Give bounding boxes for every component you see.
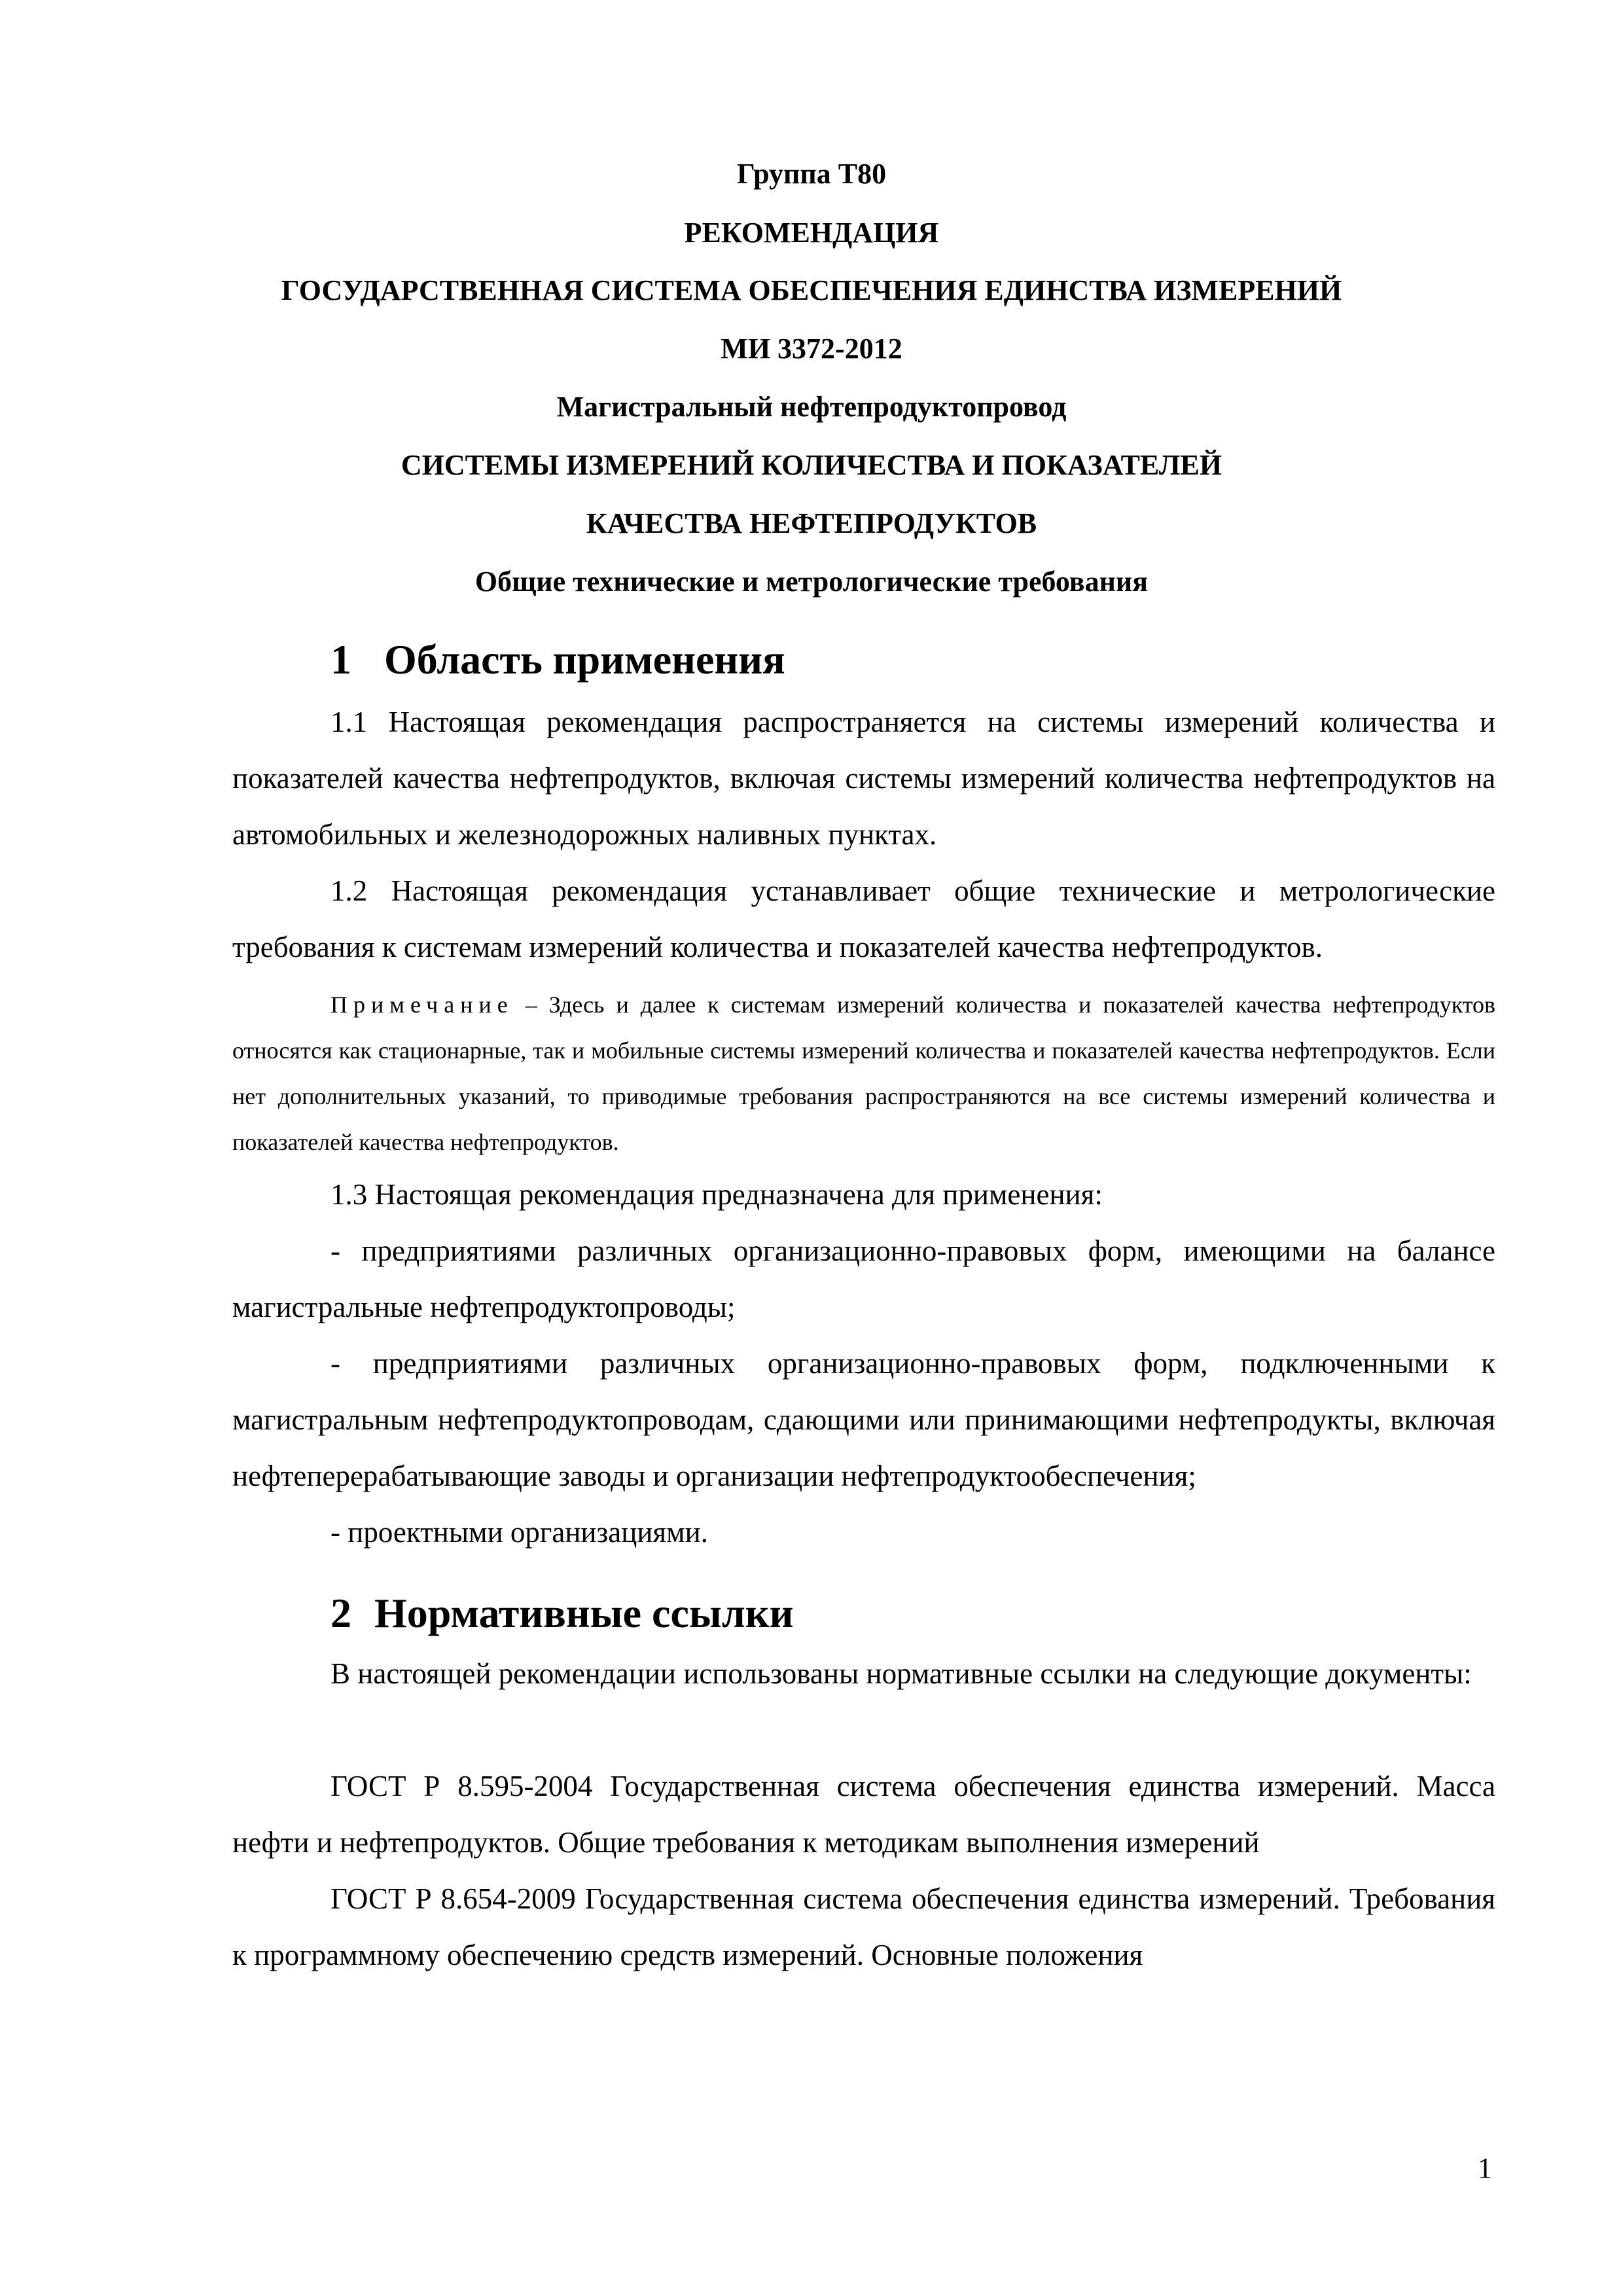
paragraph-1-2: 1.2 Настоящая рекомендация устанавливает общие технические и метрологические требования к системам измерений количества и показателей качества нефтепродуктов. — [232, 874, 1495, 963]
document-title-line1: СИСТЕМЫ ИЗМЕРЕНИЙ КОЛИЧЕСТВА И ПОКАЗАТЕЛЕЙ — [401, 449, 1222, 481]
paragraph-1-3: 1.3 Настоящая рекомендация предназначена для применения: — [330, 1178, 1103, 1211]
section-1-number: 1 — [330, 636, 351, 683]
section-1-title: Область применения — [384, 636, 785, 683]
document-subtitle: Общие технические и метрологические требования — [474, 565, 1149, 598]
section-2-number: 2 — [330, 1590, 351, 1636]
section-2-intro: В настоящей рекомендации использованы нормативные ссылки на следующие документы: — [330, 1657, 1472, 1690]
reference-1: ГОСТ Р 8.595-2004 Государственная система обеспечения единства измерений. Масса нефти и нефтепродуктов. Общие требования к методикам выполнения измерений — [232, 1770, 1495, 1859]
list-item-1: - предприятиями различных организационно-правовых форм, имеющими на балансе магистральные нефтепродуктопроводы; — [232, 1234, 1495, 1323]
page-number: 1 — [1478, 2152, 1492, 2184]
group-label: Группа Т80 — [736, 158, 887, 190]
section-2-title: Нормативные ссылки — [374, 1590, 794, 1636]
reference-2: ГОСТ Р 8.654-2009 Государственная система обеспечения единства измерений. Требования к программному обеспечению средств измерений. Основные положения — [232, 1882, 1495, 1971]
document-title-line2: КАЧЕСТВА НЕФТЕПРОДУКТОВ — [586, 507, 1037, 539]
paragraph-1-1: 1.1 Настоящая рекомендация распространяется на системы измерений количества и показателей качества нефтепродуктов, включая системы измерений количества нефтепродуктов на автомобильных и железнодорожных наливных пунктах. — [232, 706, 1495, 851]
note-label: Примечание — [330, 992, 514, 1018]
system-title: ГОСУДАРСТВЕННАЯ СИСТЕМА ОБЕСПЕЧЕНИЯ ЕДИНСТВА ИЗМЕРЕНИЙ — [281, 274, 1342, 306]
document-type: РЕКОМЕНДАЦИЯ — [684, 217, 939, 249]
note-block — [232, 982, 1495, 1165]
list-item-3: - проектными организациями. — [330, 1516, 708, 1549]
section-2-heading — [330, 1587, 793, 1640]
list-item-2: - предприятиями различных организационно-правовых форм, подключенными к магистральным нефтепродуктопроводам, сдающими или принимающими нефтепродукты, включая нефтеперерабатывающие заводы и организации нефтепродуктообеспечения; — [232, 1347, 1495, 1492]
document-subject: Магистральный нефтепродуктопровод — [556, 391, 1067, 423]
document-designation: МИ 3372-2012 — [721, 332, 902, 365]
section-1-heading — [330, 634, 785, 686]
note-text: – Здесь и далее к системам измерений количества и показателей качества нефтепродуктов относятся как стационарные, так и мобильные системы измерений количества и показателей качества нефтепродуктов. Если нет дополнительных указаний, то приводимые требования распространяются на все системы измерений количества и показателей качества нефтепродуктов. — [232, 992, 1495, 1155]
